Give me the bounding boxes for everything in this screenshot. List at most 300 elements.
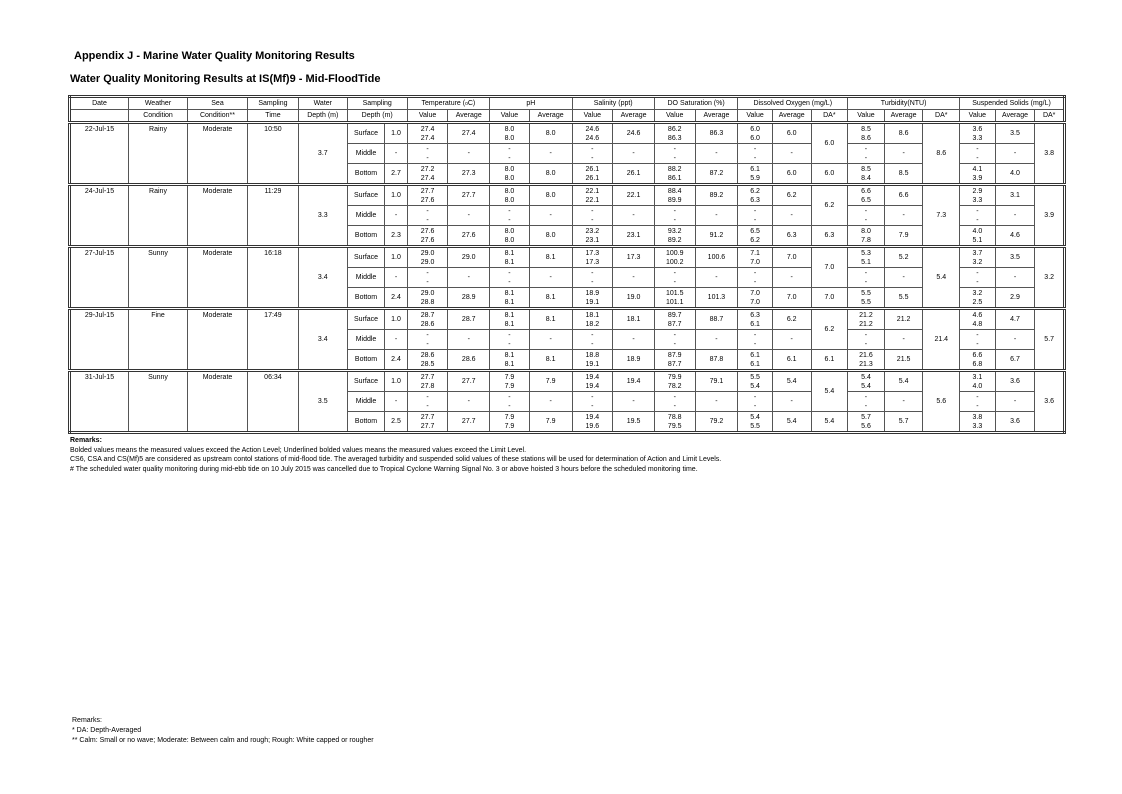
header-sampling-time-2: Time bbox=[248, 110, 299, 123]
do-value-cell bbox=[738, 309, 773, 330]
table-title: Water Quality Monitoring Results at IS(Mf)9 - Mid-FloodTide bbox=[70, 73, 381, 85]
suspended-solids-value-cell bbox=[960, 392, 996, 412]
sal-value-cell-2: 23.1 bbox=[585, 236, 600, 244]
page-title: Appendix J - Marine Water Quality Monitoring Results bbox=[74, 50, 355, 62]
suspended-solids-da-cell: 3.2 bbox=[1035, 247, 1065, 309]
dosat-value-cell-2: 78.2 bbox=[667, 382, 682, 390]
sal-value-cell-2: 19.1 bbox=[585, 360, 600, 368]
turbidity-value-cell-2: 5.6 bbox=[861, 422, 871, 430]
sampling-level-cell: Surface bbox=[347, 123, 385, 144]
suspended-solids-value-cell-2: 3.9 bbox=[972, 174, 983, 182]
suspended-solids-value-cell-1: 3.6 bbox=[972, 125, 983, 133]
sampling-level-cell: Middle bbox=[347, 144, 385, 164]
temp-average-cell: - bbox=[448, 268, 490, 288]
suspended-solids-value-cell-2: 3.3 bbox=[972, 422, 983, 430]
do-value-cell-2: 6.1 bbox=[750, 360, 760, 368]
dosat-value-cell bbox=[654, 226, 695, 247]
ph-value-cell-1: - bbox=[508, 331, 511, 339]
sal-value-cell-1: - bbox=[591, 269, 594, 277]
suspended-solids-value-cell-2: 3.2 bbox=[972, 258, 983, 266]
sal-average-cell: 19.5 bbox=[613, 412, 655, 433]
dosat-average-cell: - bbox=[695, 392, 738, 412]
temp-value-cell-2: 28.6 bbox=[420, 320, 435, 328]
header-weather-2: Condition bbox=[129, 110, 188, 123]
do-value-cell bbox=[738, 144, 773, 164]
temp-average-cell: 27.7 bbox=[448, 412, 490, 433]
turbidity-value-cell-1: - bbox=[864, 393, 868, 401]
dosat-value-cell bbox=[654, 350, 695, 371]
suspended-solids-value-cell bbox=[960, 309, 996, 330]
sampling-depth-cell: - bbox=[385, 268, 407, 288]
suspended-solids-value-cell bbox=[960, 226, 996, 247]
footnotes-heading: Remarks: bbox=[72, 717, 102, 724]
weather-cell: Rainy bbox=[129, 123, 188, 185]
dosat-average-cell: 87.8 bbox=[695, 350, 738, 371]
suspended-solids-da-cell: 3.6 bbox=[1035, 371, 1065, 433]
ph-average-cell: - bbox=[529, 144, 572, 164]
sal-average-cell: 19.4 bbox=[613, 371, 655, 392]
footnote-sea-condition: ** Calm: Small or no wave; Moderate: Between calm and rough; Rough: White capped or rougher bbox=[72, 737, 374, 744]
turbidity-value-cell-2: 8.4 bbox=[861, 174, 871, 182]
header-row-2 bbox=[70, 110, 1065, 123]
do-value-cell-1: 6.1 bbox=[750, 351, 760, 359]
ph-value-cell bbox=[490, 123, 530, 144]
temp-average-cell: 28.7 bbox=[448, 309, 490, 330]
suspended-solids-value-cell bbox=[960, 412, 996, 433]
sampling-depth-cell: 1.0 bbox=[385, 123, 407, 144]
ph-value-cell bbox=[490, 288, 530, 309]
ph-value-cell-1: 8.0 bbox=[504, 165, 515, 173]
ph-average-cell: 8.1 bbox=[529, 350, 572, 371]
do-average-cell: - bbox=[772, 330, 811, 350]
turbidity-average-cell: 8.6 bbox=[884, 123, 923, 144]
sal-value-cell bbox=[572, 309, 613, 330]
table-row bbox=[70, 123, 1065, 144]
dosat-average-cell: 91.2 bbox=[695, 226, 738, 247]
suspended-solids-value-cell-2: - bbox=[976, 278, 979, 286]
dosat-value-cell-2: - bbox=[673, 340, 676, 348]
water-depth-cell: 3.7 bbox=[298, 123, 347, 185]
dosat-value-cell-1: 88.4 bbox=[667, 187, 682, 195]
dosat-value-cell-2: - bbox=[673, 402, 676, 410]
do-average-cell: 6.3 bbox=[772, 226, 811, 247]
sal-value-cell bbox=[572, 144, 613, 164]
turbidity-average-cell: 8.5 bbox=[884, 164, 923, 185]
dosat-average-cell: 79.2 bbox=[695, 412, 738, 433]
do-value-cell bbox=[738, 185, 773, 206]
ph-value-cell bbox=[490, 309, 530, 330]
suspended-solids-value-cell bbox=[960, 350, 996, 371]
header-ph: pH bbox=[490, 97, 572, 110]
do-da-cell: 5.4 bbox=[811, 412, 848, 433]
dosat-value-cell-1: - bbox=[673, 145, 676, 153]
turbidity-average-cell: 21.2 bbox=[884, 309, 923, 330]
dosat-value-cell-1: 93.2 bbox=[667, 227, 682, 235]
ph-value-cell bbox=[490, 330, 530, 350]
dosat-value-cell bbox=[654, 392, 695, 412]
turbidity-average-cell: - bbox=[884, 206, 923, 226]
dosat-value-cell-1: - bbox=[673, 393, 676, 401]
temp-average-cell: 27.7 bbox=[448, 371, 490, 392]
turbidity-value-cell-2: 21.2 bbox=[859, 320, 873, 328]
turbidity-value-cell-2: 5.4 bbox=[861, 382, 871, 390]
do-value-cell-2: 7.0 bbox=[750, 298, 760, 306]
ph-average-cell: 8.0 bbox=[529, 185, 572, 206]
ph-value-cell-1: - bbox=[508, 207, 511, 215]
date-cell: 27-Jul-15 bbox=[70, 247, 129, 309]
temp-value-cell-2: 29.0 bbox=[420, 258, 435, 266]
temp-value-cell-2: - bbox=[426, 278, 429, 286]
suspended-solids-da-cell: 5.7 bbox=[1035, 309, 1065, 371]
turbidity-da-cell: 21.4 bbox=[923, 309, 960, 371]
header-do-saturation: DO Saturation (%) bbox=[654, 97, 737, 110]
temp-average-cell: - bbox=[448, 330, 490, 350]
water-depth-cell: 3.4 bbox=[298, 309, 347, 371]
ph-value-cell-1: - bbox=[508, 269, 511, 277]
temp-value-cell-1: - bbox=[426, 145, 429, 153]
header-salinity: Salinity (ppt) bbox=[572, 97, 654, 110]
dosat-value-cell-2: 87.7 bbox=[667, 320, 682, 328]
suspended-solids-average-cell: - bbox=[995, 144, 1035, 164]
suspended-solids-value-cell-1: - bbox=[976, 393, 979, 401]
turbidity-value-cell-1: 5.5 bbox=[861, 289, 871, 297]
turbidity-value-cell-1: 8.5 bbox=[861, 165, 871, 173]
sal-value-cell-2: - bbox=[591, 154, 594, 162]
temp-value-cell-1: - bbox=[426, 207, 429, 215]
dosat-value-cell bbox=[654, 371, 695, 392]
ph-value-cell-2: - bbox=[508, 278, 511, 286]
sampling-depth-cell: 2.4 bbox=[385, 288, 407, 309]
dosat-value-cell bbox=[654, 288, 695, 309]
suspended-solids-value-cell-2: - bbox=[976, 402, 979, 410]
temp-average-cell: 27.7 bbox=[448, 185, 490, 206]
temp-value-cell-1: 29.0 bbox=[420, 289, 435, 297]
temp-value-cell-2: - bbox=[426, 216, 429, 224]
do-average-cell: 7.0 bbox=[772, 247, 811, 268]
turbidity-value-cell bbox=[848, 247, 885, 268]
sea-condition-cell: Moderate bbox=[188, 123, 248, 185]
dosat-average-cell: - bbox=[695, 206, 738, 226]
do-value-cell-2: 5.4 bbox=[750, 382, 760, 390]
do-average-cell: - bbox=[772, 206, 811, 226]
sal-value-cell bbox=[572, 288, 613, 309]
ph-value-cell-2: - bbox=[508, 340, 511, 348]
suspended-solids-value-cell-2: 4.0 bbox=[972, 382, 983, 390]
ph-value-cell-2: 8.1 bbox=[504, 298, 515, 306]
sal-value-cell-1: 24.6 bbox=[585, 125, 600, 133]
ph-average-cell: 8.1 bbox=[529, 247, 572, 268]
dosat-value-cell-1: 89.7 bbox=[667, 311, 682, 319]
temp-value-cell-1: 28.7 bbox=[420, 311, 435, 319]
sampling-depth-cell: 1.0 bbox=[385, 309, 407, 330]
header-ph-average: Average bbox=[529, 110, 572, 123]
sal-value-cell bbox=[572, 268, 613, 288]
table-row bbox=[70, 185, 1065, 206]
dosat-average-cell: 87.2 bbox=[695, 164, 738, 185]
header-temperature bbox=[407, 97, 489, 110]
turbidity-value-cell-1: - bbox=[864, 145, 868, 153]
sal-value-cell bbox=[572, 330, 613, 350]
sampling-depth-cell: 2.3 bbox=[385, 226, 407, 247]
temp-value-cell-1: 27.6 bbox=[420, 227, 435, 235]
sal-average-cell: 18.1 bbox=[613, 309, 655, 330]
temp-average-cell: - bbox=[448, 206, 490, 226]
sal-average-cell: 19.0 bbox=[613, 288, 655, 309]
temp-value-cell bbox=[407, 206, 448, 226]
do-value-cell-1: - bbox=[753, 145, 757, 153]
ph-average-cell: 8.1 bbox=[529, 288, 572, 309]
sal-value-cell-2: 19.1 bbox=[585, 298, 600, 306]
sampling-level-cell: Bottom bbox=[347, 226, 385, 247]
ph-value-cell bbox=[490, 185, 530, 206]
sal-value-cell bbox=[572, 226, 613, 247]
suspended-solids-average-cell: 3.1 bbox=[995, 185, 1035, 206]
suspended-solids-value-cell-1: 3.1 bbox=[972, 373, 983, 381]
do-average-cell: - bbox=[772, 144, 811, 164]
header-temperature-post: C) bbox=[467, 99, 476, 107]
sea-condition-cell: Moderate bbox=[188, 185, 248, 247]
ph-value-cell bbox=[490, 206, 530, 226]
ph-average-cell: - bbox=[529, 330, 572, 350]
ph-average-cell: 8.1 bbox=[529, 309, 572, 330]
header-dosat-value: Value bbox=[654, 110, 695, 123]
suspended-solids-average-cell: 2.9 bbox=[995, 288, 1035, 309]
sampling-level-cell: Middle bbox=[347, 206, 385, 226]
date-cell: 31-Jul-15 bbox=[70, 371, 129, 433]
temp-average-cell: - bbox=[448, 392, 490, 412]
sampling-depth-cell: - bbox=[385, 330, 407, 350]
sal-value-cell-2: 26.1 bbox=[585, 174, 600, 182]
header-ph-value: Value bbox=[490, 110, 530, 123]
do-value-cell-2: - bbox=[753, 340, 757, 348]
turbidity-value-cell-1: 6.6 bbox=[861, 187, 871, 195]
turbidity-average-cell: 6.6 bbox=[884, 185, 923, 206]
suspended-solids-value-cell-1: 3.8 bbox=[972, 413, 983, 421]
do-value-cell-2: - bbox=[753, 216, 757, 224]
dosat-average-cell: 86.3 bbox=[695, 123, 738, 144]
do-average-cell: 6.0 bbox=[772, 123, 811, 144]
dosat-average-cell: - bbox=[695, 330, 738, 350]
header-ss-value: Value bbox=[960, 110, 996, 123]
suspended-solids-value-cell-2: - bbox=[976, 340, 979, 348]
sampling-time-cell: 17:49 bbox=[248, 309, 299, 371]
ph-value-cell-1: - bbox=[508, 145, 511, 153]
sampling-level-cell: Bottom bbox=[347, 164, 385, 185]
header-sampling-depth-2: Depth (m) bbox=[347, 110, 407, 123]
turbidity-value-cell-2: 8.6 bbox=[861, 134, 871, 142]
temp-value-cell bbox=[407, 268, 448, 288]
date-cell: 24-Jul-15 bbox=[70, 185, 129, 247]
turbidity-value-cell-2: - bbox=[864, 278, 868, 286]
sampling-level-cell: Bottom bbox=[347, 412, 385, 433]
turbidity-value-cell-2: 21.3 bbox=[859, 360, 873, 368]
sal-average-cell: - bbox=[613, 144, 655, 164]
temp-value-cell-2: 27.4 bbox=[420, 174, 435, 182]
do-value-cell-2: 6.2 bbox=[750, 236, 760, 244]
dosat-value-cell-2: - bbox=[673, 216, 676, 224]
header-date-2 bbox=[70, 110, 129, 123]
ph-value-cell bbox=[490, 412, 530, 433]
suspended-solids-average-cell: - bbox=[995, 330, 1035, 350]
do-value-cell-1: 5.4 bbox=[750, 413, 760, 421]
do-value-cell-1: 6.3 bbox=[750, 311, 760, 319]
suspended-solids-value-cell-2: - bbox=[976, 154, 979, 162]
ph-value-cell bbox=[490, 371, 530, 392]
suspended-solids-average-cell: - bbox=[995, 206, 1035, 226]
suspended-solids-average-cell: 4.0 bbox=[995, 164, 1035, 185]
do-da-cell: 6.1 bbox=[811, 350, 848, 371]
sal-average-cell: 22.1 bbox=[613, 185, 655, 206]
dosat-value-cell-1: - bbox=[673, 207, 676, 215]
ph-value-cell bbox=[490, 226, 530, 247]
ph-value-cell-2: - bbox=[508, 402, 511, 410]
header-sampling-time: Sampling bbox=[248, 97, 299, 110]
turbidity-average-cell: 5.4 bbox=[884, 371, 923, 392]
temp-value-cell bbox=[407, 288, 448, 309]
suspended-solids-average-cell: 3.6 bbox=[995, 371, 1035, 392]
header-row-1 bbox=[70, 97, 1065, 110]
sal-value-cell-1: - bbox=[591, 331, 594, 339]
sampling-depth-cell: - bbox=[385, 392, 407, 412]
suspended-solids-average-cell: 3.5 bbox=[995, 123, 1035, 144]
temp-value-cell bbox=[407, 412, 448, 433]
sampling-level-cell: Bottom bbox=[347, 350, 385, 371]
suspended-solids-value-cell bbox=[960, 288, 996, 309]
suspended-solids-value-cell bbox=[960, 206, 996, 226]
ph-value-cell-2: 8.1 bbox=[504, 360, 515, 368]
ph-average-cell: - bbox=[529, 206, 572, 226]
temp-value-cell-2: 27.7 bbox=[420, 422, 435, 430]
do-average-cell: - bbox=[772, 392, 811, 412]
suspended-solids-value-cell bbox=[960, 371, 996, 392]
suspended-solids-value-cell-1: 4.6 bbox=[972, 311, 983, 319]
suspended-solids-value-cell-2: 3.3 bbox=[972, 196, 983, 204]
turbidity-value-cell bbox=[848, 330, 885, 350]
do-value-cell bbox=[738, 392, 773, 412]
ph-value-cell-1: 8.0 bbox=[504, 227, 515, 235]
do-da-cell: 6.2 bbox=[811, 185, 848, 226]
suspended-solids-value-cell-1: 2.9 bbox=[972, 187, 983, 195]
sal-value-cell-1: - bbox=[591, 145, 594, 153]
dosat-value-cell bbox=[654, 247, 695, 268]
sampling-depth-cell: 2.4 bbox=[385, 350, 407, 371]
do-value-cell-2: 6.1 bbox=[750, 320, 760, 328]
temp-value-cell-2: 28.5 bbox=[420, 360, 435, 368]
ph-average-cell: 8.0 bbox=[529, 226, 572, 247]
turbidity-value-cell-1: 21.2 bbox=[859, 311, 873, 319]
ph-value-cell bbox=[490, 350, 530, 371]
temp-value-cell bbox=[407, 309, 448, 330]
header-weather: Weather bbox=[129, 97, 188, 110]
ph-value-cell-2: 8.0 bbox=[504, 174, 515, 182]
do-average-cell: 5.4 bbox=[772, 371, 811, 392]
turbidity-value-cell-1: 5.4 bbox=[861, 373, 871, 381]
sal-value-cell bbox=[572, 412, 613, 433]
sampling-level-cell: Middle bbox=[347, 330, 385, 350]
turbidity-value-cell-2: 5.5 bbox=[861, 298, 871, 306]
turbidity-value-cell-1: - bbox=[864, 331, 868, 339]
header-dissolved-oxygen: Dissolved Oxygen (mg/L) bbox=[738, 97, 848, 110]
results-table-container bbox=[68, 95, 1066, 434]
suspended-solids-value-cell-1: - bbox=[976, 331, 979, 339]
ph-value-cell-2: - bbox=[508, 154, 511, 162]
header-turbidity: Turbidity(NTU) bbox=[848, 97, 960, 110]
header-water-depth-2: Depth (m) bbox=[298, 110, 347, 123]
sampling-level-cell: Middle bbox=[347, 392, 385, 412]
sal-value-cell-2: 19.4 bbox=[585, 382, 600, 390]
sampling-depth-cell: 1.0 bbox=[385, 371, 407, 392]
suspended-solids-da-cell: 3.8 bbox=[1035, 123, 1065, 185]
sal-value-cell-2: 17.3 bbox=[585, 258, 600, 266]
dosat-value-cell bbox=[654, 123, 695, 144]
sal-value-cell-1: 19.4 bbox=[585, 413, 600, 421]
turbidity-value-cell-2: - bbox=[864, 216, 868, 224]
sea-condition-cell: Moderate bbox=[188, 247, 248, 309]
temp-average-cell: - bbox=[448, 144, 490, 164]
temp-value-cell-2: 27.6 bbox=[420, 196, 435, 204]
turbidity-value-cell-2: 7.8 bbox=[861, 236, 871, 244]
turbidity-average-cell: - bbox=[884, 392, 923, 412]
dosat-value-cell-2: 86.3 bbox=[667, 134, 682, 142]
ph-value-cell-2: 8.1 bbox=[504, 258, 515, 266]
sampling-time-cell: 16:18 bbox=[248, 247, 299, 309]
do-average-cell: 6.1 bbox=[772, 350, 811, 371]
suspended-solids-value-cell-1: - bbox=[976, 269, 979, 277]
sal-value-cell-1: 26.1 bbox=[585, 165, 600, 173]
table-row bbox=[70, 309, 1065, 330]
sampling-depth-cell: - bbox=[385, 144, 407, 164]
dosat-value-cell-1: 86.2 bbox=[667, 125, 682, 133]
do-value-cell-1: - bbox=[753, 393, 757, 401]
do-value-cell-2: 7.0 bbox=[750, 258, 760, 266]
do-value-cell bbox=[738, 206, 773, 226]
sal-value-cell-2: - bbox=[591, 340, 594, 348]
ph-value-cell-1: 8.1 bbox=[504, 311, 515, 319]
dosat-value-cell-2: 87.7 bbox=[667, 360, 682, 368]
remarks-line-control-stations: CS6, CSA and CS(Mf)5 are considered as upstream contol stations of mid-flood tide. The averaged turbidity and suspended solid values of these stations will be used for determination of Action and Limit Levels. bbox=[70, 456, 722, 463]
sampling-depth-cell: 1.0 bbox=[385, 247, 407, 268]
header-sea-2: Condition** bbox=[188, 110, 248, 123]
water-depth-cell: 3.4 bbox=[298, 247, 347, 309]
ph-value-cell-1: 8.0 bbox=[504, 125, 515, 133]
turbidity-average-cell: 5.2 bbox=[884, 247, 923, 268]
dosat-value-cell bbox=[654, 144, 695, 164]
turbidity-value-cell-1: 8.0 bbox=[861, 227, 871, 235]
sal-value-cell-1: 22.1 bbox=[585, 187, 600, 195]
turbidity-average-cell: 21.5 bbox=[884, 350, 923, 371]
do-value-cell-1: 6.5 bbox=[750, 227, 760, 235]
sal-average-cell: - bbox=[613, 268, 655, 288]
dosat-value-cell-1: 78.8 bbox=[667, 413, 682, 421]
ph-average-cell: 8.0 bbox=[529, 123, 572, 144]
header-sea: Sea bbox=[188, 97, 248, 110]
do-value-cell bbox=[738, 330, 773, 350]
weather-cell: Rainy bbox=[129, 185, 188, 247]
temp-value-cell bbox=[407, 164, 448, 185]
turbidity-value-cell bbox=[848, 206, 885, 226]
temp-value-cell bbox=[407, 185, 448, 206]
sal-value-cell bbox=[572, 371, 613, 392]
dosat-average-cell: - bbox=[695, 144, 738, 164]
temp-average-cell: 29.0 bbox=[448, 247, 490, 268]
dosat-value-cell-1: 88.2 bbox=[667, 165, 682, 173]
dosat-value-cell bbox=[654, 268, 695, 288]
do-average-cell: 6.2 bbox=[772, 309, 811, 330]
ph-average-cell: 7.9 bbox=[529, 371, 572, 392]
ph-value-cell-1: - bbox=[508, 393, 511, 401]
suspended-solids-value-cell-2: - bbox=[976, 216, 979, 224]
temp-value-cell-1: - bbox=[426, 331, 429, 339]
